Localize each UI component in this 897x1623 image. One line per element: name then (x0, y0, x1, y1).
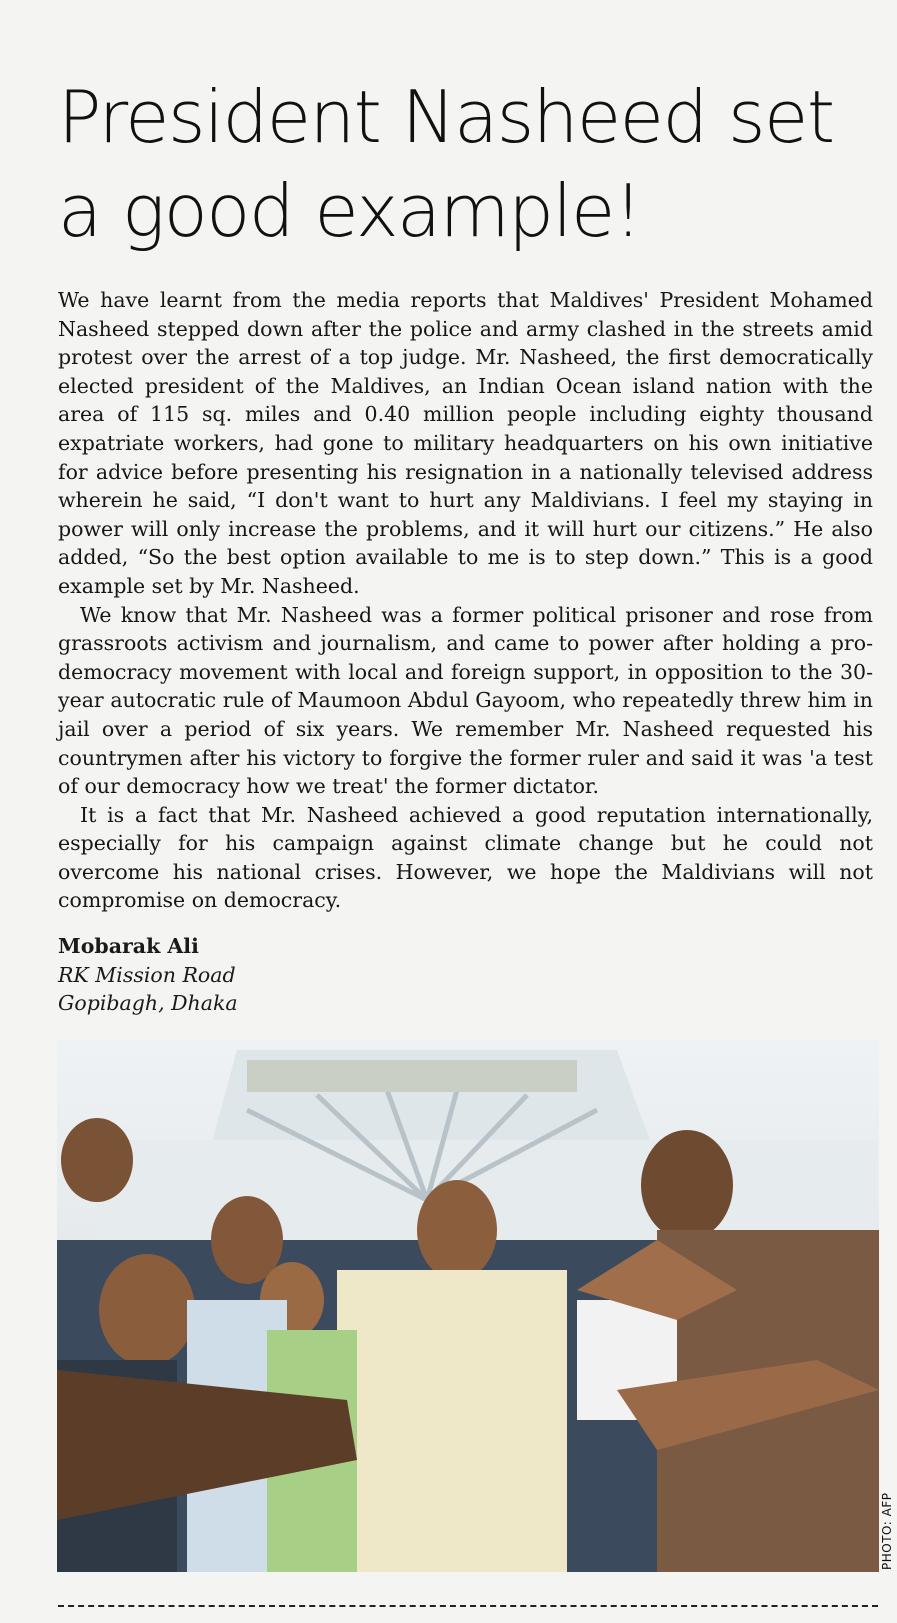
headline-line-1: President Nasheed set (58, 75, 834, 159)
letter-body (58, 286, 873, 915)
headline (58, 70, 878, 258)
paragraph-3: It is a fact that Mr. Nasheed achieved a good reputation internationally, especially for his campaign against climate change but he could not overcome his national crises. However, we hope the Maldivians will not compromise on democracy. (58, 802, 873, 913)
author-name: Mobarak Ali (58, 934, 199, 958)
paragraph-2: We know that Mr. Nasheed was a former political prisoner and rose from grassroots activism and journalism, and came to power after holding a pro-democracy movement with local and foreign support, in opposition to the 30-year autocratic rule of Maumoon Abdul Gayoom, who repeatedly threw him in jail over a period of six years. We remember Mr. Nasheed requested his countrymen after his victory to forgive the former ruler and said it was 'a test of our democracy how we treat' the former dictator. (58, 602, 873, 799)
photo-credit: PHOTO: AFP (880, 1492, 894, 1570)
bottom-divider (58, 1605, 878, 1607)
crowd-photo-illustration (57, 1040, 879, 1572)
signature-block (58, 932, 238, 1018)
author-address-line-1: RK Mission Road (58, 962, 236, 987)
author-address-line-2: Gopibagh, Dhaka (58, 991, 238, 1016)
paragraph-1: We have learnt from the media reports that Maldives' President Mohamed Nasheed stepped down after the police and army clashed in the streets amid protest over the arrest of a top judge. Mr. Nasheed, the first democratically elected president of the Maldives, an Indian Ocean island nation with the area of 115 sq. miles and 0.40 million people including eighty thousand expatriate workers, had gone to military headquarters on his own initiative for advice before presenting his resignation in a nationally televised address wherein he said, “I don't want to hurt any Maldivians. I feel my staying in power will only increase the problems, and it will hurt our citizens.” He also added, “So the best option available to me is to step down.” This is a good example set by Mr. Nasheed. (58, 288, 873, 598)
headline-line-2: a good example! (58, 169, 642, 253)
news-photo (57, 1040, 879, 1572)
